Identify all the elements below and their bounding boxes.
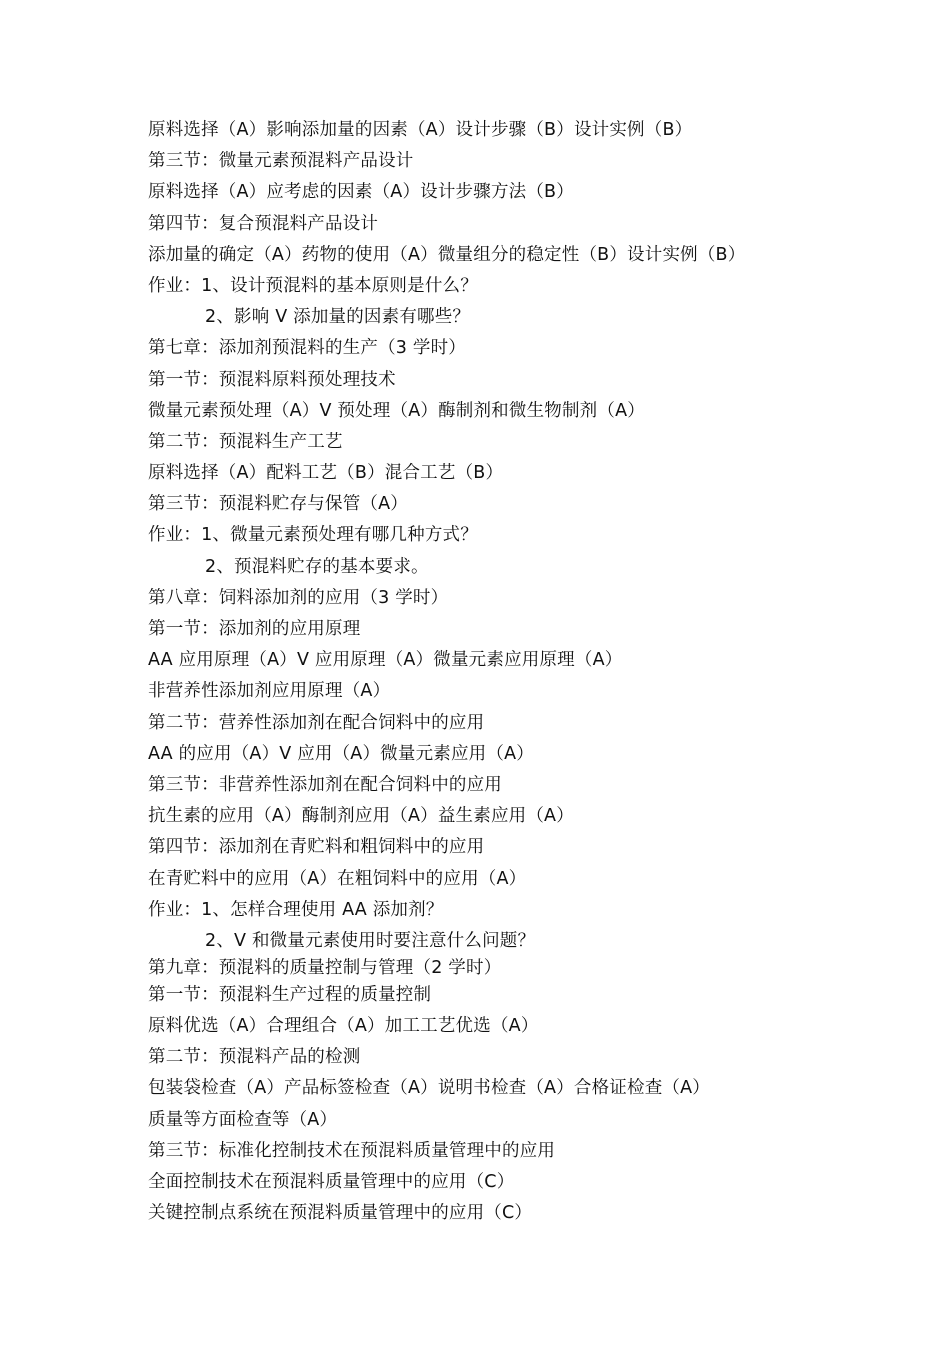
text-line: 微量元素预处理（A）V 预处理（A）酶制剂和微生物制剂（A） [148, 400, 645, 421]
homework-item: 2、影响 V 添加量的因素有哪些？ [205, 307, 471, 328]
text-line: 原料优选（A）合理组合（A）加工工艺优选（A） [148, 1016, 539, 1037]
text-line: 全面控制技术在预混料质量管理中的应用（C） [148, 1172, 515, 1192]
text-line: 质量等方面检查等（A） [148, 1109, 338, 1130]
section-heading: 第三节：微量元素预混料产品设计 [148, 151, 414, 172]
section-heading: 第三节：标准化控制技术在预混料质量管理中的应用 [148, 1140, 556, 1161]
homework-item: 2、V 和微量元素使用时要注意什么问题？ [205, 930, 536, 951]
chapter-heading: 第七章：添加剂预混料的生产（3 学时） [148, 338, 466, 359]
section-heading: 第一节：添加剂的应用原理 [148, 619, 361, 639]
text-line: 原料选择（A）配料工艺（B）混合工艺（B） [148, 463, 504, 484]
text-line: AA 的应用（A）V 应用（A）微量元素应用（A） [148, 743, 534, 764]
section-heading: 第二节：营养性添加剂在配合饲料中的应用 [148, 712, 485, 733]
section-heading: 第四节：复合预混料产品设计 [148, 213, 379, 234]
text-line: 在青贮料中的应用（A）在粗饲料中的应用（A） [148, 868, 527, 889]
homework-item: 作业：1、怎样合理使用 AA 添加剂？ [148, 899, 444, 920]
section-heading: 第三节：预混料贮存与保管（A） [148, 494, 408, 515]
text-line: 添加量的确定（A）药物的使用（A）微量组分的稳定性（B）设计实例（B） [148, 244, 746, 265]
text-line: 原料选择（A）影响添加量的因素（A）设计步骤（B）设计实例（B） [148, 120, 693, 140]
homework-item: 作业：1、设计预混料的基本原则是什么？ [148, 275, 478, 296]
section-heading: 第三节：非营养性添加剂在配合饲料中的应用 [148, 774, 502, 795]
section-heading: 第二节：预混料产品的检测 [148, 1047, 361, 1068]
text-line: 抗生素的应用（A）酶制剂应用（A）益生素应用（A） [148, 806, 574, 827]
section-heading: 第一节：预混料原料预处理技术 [148, 369, 396, 390]
section-heading: 第四节：添加剂在青贮料和粗饲料中的应用 [148, 837, 485, 858]
homework-item: 2、预混料贮存的基本要求。 [205, 556, 429, 577]
text-line: 关键控制点系统在预混料质量管理中的应用（C） [148, 1203, 533, 1224]
text-line: 原料选择（A）应考虑的因素（A）设计步骤方法（B） [148, 182, 574, 203]
text-line: 包装袋检查（A）产品标签检查（A）说明书检查（A）合格证检查（A） [148, 1078, 710, 1099]
document-body [148, 117, 908, 1231]
chapter-heading: 第九章：预混料的质量控制与管理（2 学时） [148, 957, 502, 978]
section-heading: 第二节：预混料生产工艺 [148, 431, 343, 452]
homework-item: 作业：1、微量元素预处理有哪几种方式？ [148, 525, 478, 546]
text-line: AA 应用原理（A）V 应用原理（A）微量元素应用原理（A） [148, 650, 623, 671]
text-line: 非营养性添加剂应用原理（A） [148, 681, 391, 702]
section-heading: 第一节：预混料生产过程的质量控制 [148, 984, 432, 1005]
chapter-heading: 第八章：饲料添加剂的应用（3 学时） [148, 587, 449, 608]
